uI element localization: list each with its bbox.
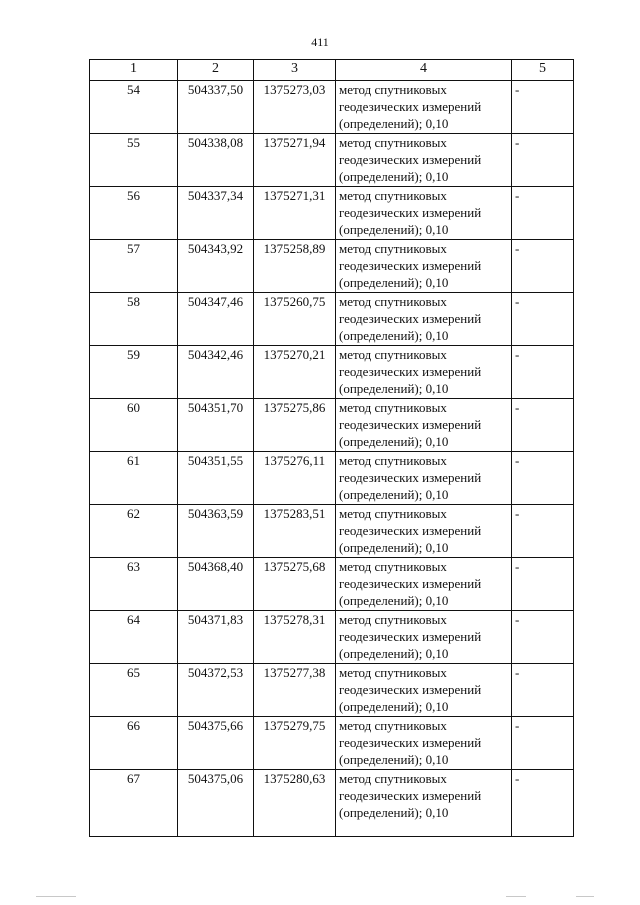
method-cell: метод спутниковых геодезических измерений (определений); 0,10 — [336, 664, 512, 717]
method-cell: метод спутниковых геодезических измерений (определений); 0,10 — [336, 558, 512, 611]
table-row — [90, 399, 574, 452]
x-coordinate-cell: 504347,46 — [178, 293, 254, 346]
x-coordinate-cell: 504372,53 — [178, 664, 254, 717]
note-cell: - — [512, 505, 574, 558]
method-cell: метод спутниковых геодезических измерений (определений); 0,10 — [336, 293, 512, 346]
note-cell: - — [512, 346, 574, 399]
table-row — [90, 293, 574, 346]
method-cell: метод спутниковых геодезических измерений (определений); 0,10 — [336, 452, 512, 505]
method-cell: метод спутниковых геодезических измерений (определений); 0,10 — [336, 717, 512, 770]
point-number-cell: 65 — [90, 664, 178, 717]
note-cell: - — [512, 399, 574, 452]
note-cell: - — [512, 240, 574, 293]
table-row — [90, 717, 574, 770]
table-row — [90, 81, 574, 134]
column-header-2: 2 — [178, 60, 254, 81]
table-body — [90, 81, 574, 837]
point-number-cell: 54 — [90, 81, 178, 134]
y-coordinate-cell: 1375276,11 — [254, 452, 336, 505]
x-coordinate-cell: 504343,92 — [178, 240, 254, 293]
point-number-cell: 55 — [90, 134, 178, 187]
table-row — [90, 187, 574, 240]
method-cell: метод спутниковых геодезических измерений (определений); 0,10 — [336, 240, 512, 293]
table-row — [90, 770, 574, 837]
x-coordinate-cell: 504337,50 — [178, 81, 254, 134]
x-coordinate-cell: 504371,83 — [178, 611, 254, 664]
point-number-cell: 62 — [90, 505, 178, 558]
x-coordinate-cell: 504351,70 — [178, 399, 254, 452]
column-header-5: 5 — [512, 60, 574, 81]
y-coordinate-cell: 1375277,38 — [254, 664, 336, 717]
y-coordinate-cell: 1375275,86 — [254, 399, 336, 452]
y-coordinate-cell: 1375275,68 — [254, 558, 336, 611]
table-row — [90, 346, 574, 399]
table-row — [90, 611, 574, 664]
point-number-cell: 56 — [90, 187, 178, 240]
point-number-cell: 58 — [90, 293, 178, 346]
y-coordinate-cell: 1375258,89 — [254, 240, 336, 293]
table-header-row — [90, 60, 574, 81]
table-row — [90, 664, 574, 717]
table-row — [90, 558, 574, 611]
table-row — [90, 452, 574, 505]
method-cell: метод спутниковых геодезических измерений (определений); 0,10 — [336, 399, 512, 452]
method-cell: метод спутниковых геодезических измерений (определений); 0,10 — [336, 134, 512, 187]
y-coordinate-cell: 1375279,75 — [254, 717, 336, 770]
note-cell: - — [512, 770, 574, 837]
point-number-cell: 66 — [90, 717, 178, 770]
method-cell: метод спутниковых геодезических измерений (определений); 0,10 — [336, 187, 512, 240]
y-coordinate-cell: 1375271,94 — [254, 134, 336, 187]
point-number-cell: 67 — [90, 770, 178, 837]
note-cell: - — [512, 452, 574, 505]
x-coordinate-cell: 504363,59 — [178, 505, 254, 558]
method-cell: метод спутниковых геодезических измерений (определений); 0,10 — [336, 505, 512, 558]
note-cell: - — [512, 664, 574, 717]
y-coordinate-cell: 1375271,31 — [254, 187, 336, 240]
x-coordinate-cell: 504375,66 — [178, 717, 254, 770]
y-coordinate-cell: 1375273,03 — [254, 81, 336, 134]
point-number-cell: 59 — [90, 346, 178, 399]
point-number-cell: 63 — [90, 558, 178, 611]
note-cell: - — [512, 187, 574, 240]
note-cell: - — [512, 717, 574, 770]
column-header-1: 1 — [90, 60, 178, 81]
note-cell: - — [512, 134, 574, 187]
page-number: 411 — [311, 35, 329, 49]
x-coordinate-cell: 504375,06 — [178, 770, 254, 837]
x-coordinate-cell: 504342,46 — [178, 346, 254, 399]
x-coordinate-cell: 504338,08 — [178, 134, 254, 187]
method-cell: метод спутниковых геодезических измерений (определений); 0,10 — [336, 770, 512, 837]
note-cell: - — [512, 293, 574, 346]
method-cell: метод спутниковых геодезических измерений (определений); 0,10 — [336, 81, 512, 134]
x-coordinate-cell: 504351,55 — [178, 452, 254, 505]
note-cell: - — [512, 611, 574, 664]
x-coordinate-cell: 504368,40 — [178, 558, 254, 611]
note-cell: - — [512, 558, 574, 611]
y-coordinate-cell: 1375278,31 — [254, 611, 336, 664]
point-number-cell: 60 — [90, 399, 178, 452]
method-cell: метод спутниковых геодезических измерений (определений); 0,10 — [336, 346, 512, 399]
footer-marks — [36, 896, 596, 900]
y-coordinate-cell: 1375260,75 — [254, 293, 336, 346]
y-coordinate-cell: 1375270,21 — [254, 346, 336, 399]
y-coordinate-cell: 1375283,51 — [254, 505, 336, 558]
method-cell: метод спутниковых геодезических измерений (определений); 0,10 — [336, 611, 512, 664]
y-coordinate-cell: 1375280,63 — [254, 770, 336, 837]
table-row — [90, 505, 574, 558]
point-number-cell: 64 — [90, 611, 178, 664]
point-number-cell: 57 — [90, 240, 178, 293]
table-row — [90, 240, 574, 293]
note-cell: - — [512, 81, 574, 134]
x-coordinate-cell: 504337,34 — [178, 187, 254, 240]
table-row — [90, 134, 574, 187]
column-header-3: 3 — [254, 60, 336, 81]
coordinates-table — [89, 59, 574, 837]
column-header-4: 4 — [336, 60, 512, 81]
point-number-cell: 61 — [90, 452, 178, 505]
